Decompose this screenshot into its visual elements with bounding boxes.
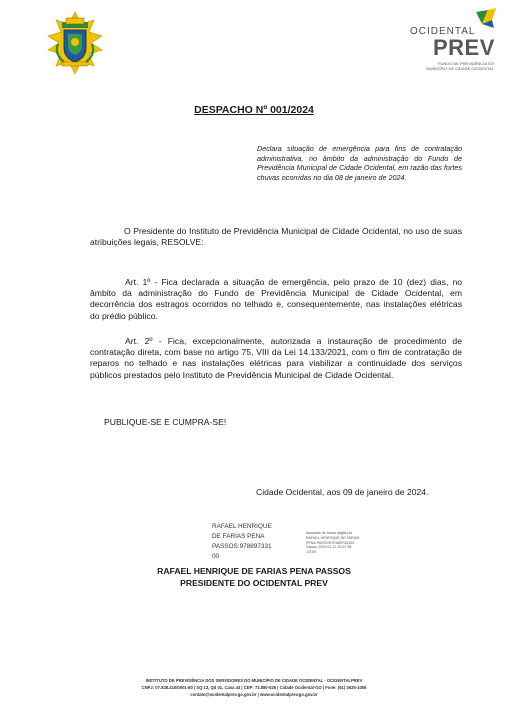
signature-digital-line: PENA PASSOS:97889733100 xyxy=(306,540,355,545)
document-date: Cidade Ocidental, aos 09 de janeiro de 2024. xyxy=(256,487,429,497)
signer-role: PRESIDENTE DO OCIDENTAL PREV xyxy=(180,578,328,588)
prev-logo-brand: PREV xyxy=(433,35,495,60)
municipal-crest-icon xyxy=(44,10,106,76)
prev-logo-subtitle-line: FUNDO DE PREVIDÊNCIA DO xyxy=(437,61,494,66)
signature-digital-line: Assinado de forma digital por xyxy=(306,531,353,535)
footer-contact: contato@ocidentalprev.go.gov.br | www.ocidentalprev.go.gov.br xyxy=(190,692,318,697)
signature-stamp-name xyxy=(212,522,296,562)
publique-statement: PUBLIQUE-SE E CUMPRA-SE! xyxy=(104,417,227,427)
signature-stamp-line: RAFAEL HENRIQUE xyxy=(212,523,272,530)
signature-digital-line: -03'00' xyxy=(306,550,317,555)
footer-address: CNPJ: 07.828.410/0001-80 | SQ 13, Qd 01, Casa 44 | CEP: 72.880-526 | Cidade Ocidental-GO | Fone: (61) 3625-1006 xyxy=(141,685,367,690)
intro-paragraph: O Presidente do Instituto de Previdência Municipal de Cidade Ocidental, no uso de suas atribuições legais, RESOLVE: xyxy=(90,226,462,248)
prev-logo-subtitle-line: MUNICÍPIO DE CIDADE OCIDENTAL xyxy=(426,66,494,71)
signature-stamp-line: PASSOS:978897331 xyxy=(212,543,272,550)
signature-stamp-line: DE FARIAS PENA xyxy=(212,533,265,540)
prev-logo-subtitle xyxy=(424,61,494,71)
footer-institution: INSTITUTO DE PREVIDÊNCIA DOS SERVIDORES DO MUNICÍPIO DE CIDADE OCIDENTAL - OCIDENTALPREV xyxy=(145,678,363,683)
signature-digital-details xyxy=(306,531,386,555)
prev-logo-name: OCIDENTAL xyxy=(410,26,476,37)
article-1-paragraph: Art. 1º - Fica declarada a situação de emergência, pelo prazo de 10 (dez) dias, no âmbito da administração do Fundo de Previdência Municipal de Cidade Ocidental, em decorrência dos estragos ocorridos no telhado e, consequentemente, nas instalações elétricas do prédio público. xyxy=(90,277,462,321)
signature-stamp-line: 00 xyxy=(212,553,220,560)
signer-name: RAFAEL HENRIQUE DE FARIAS PENA PASSOS xyxy=(157,566,351,576)
document-ementa: Declara situação de emergência para fins de contratação administrativa, no âmbito da administração do Fundo de Previdência Municipal de Cidade Ocidental, em razão das fortes chuvas ocorridas no dia 08 de janeiro de 2024. xyxy=(257,144,462,182)
signature-digital-line: Dados: 2024.01.12 10:27:38 xyxy=(306,545,352,550)
article-2-paragraph: Art. 2º - Fica, excepcionalmente, autorizada a instauração de procedimento de contratação direta, com base no artigo 75, VIII da Lei 14.133/2021, com o fim de contratação de reparos no telhado e nas instalações elétricas para viabilizar a continuidade dos serviços públicos prestados pelo Instituto de Previdência Municipal de Cidade Ocidental. xyxy=(90,336,462,380)
signature-digital-line: RAFAEL HENRIQUE DE FARIAS xyxy=(306,535,360,540)
document-title: DESPACHO Nº 001/2024 xyxy=(194,104,314,116)
